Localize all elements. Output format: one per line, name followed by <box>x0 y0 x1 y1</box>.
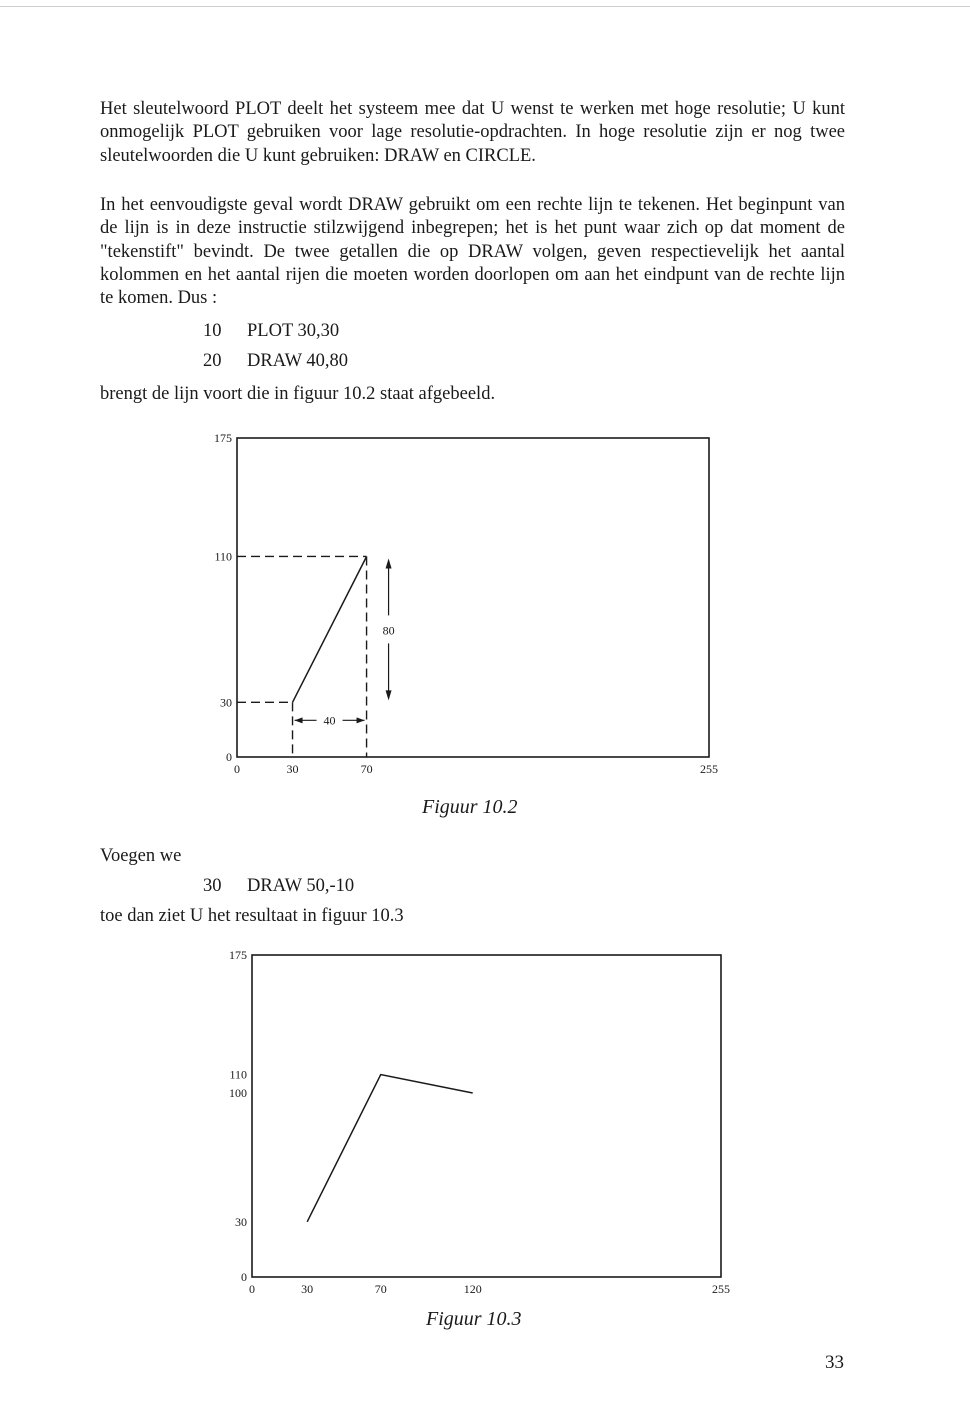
arrowhead-left-icon <box>295 717 303 723</box>
series-line <box>293 556 367 702</box>
text-after-code-2: toe dan ziet U het resultaat in figuur 10.3 <box>100 906 404 926</box>
y-tick-label: 100 <box>229 1086 247 1100</box>
y-tick-label: 110 <box>214 549 232 564</box>
x-tick-label: 0 <box>234 762 240 776</box>
page-number: 33 <box>825 1352 844 1373</box>
code-line-number: 20 <box>203 351 222 371</box>
y-tick-label: 175 <box>214 431 232 445</box>
arrowhead-up-icon <box>386 558 392 568</box>
text-after-code: brengt de lijn voort die in figuur 10.2 staat afgebeeld. <box>100 384 496 404</box>
y-tick-label: 175 <box>229 948 247 962</box>
dimension-label-40: 40 <box>323 713 336 728</box>
y-tick-label: 0 <box>241 1270 247 1284</box>
y-tick-label: 110 <box>229 1067 247 1082</box>
y-tick-label: 30 <box>220 695 232 710</box>
x-tick-label: 70 <box>374 1282 387 1296</box>
x-tick-label: 0 <box>249 1282 255 1296</box>
x-tick-label: 255 <box>712 1282 730 1296</box>
figure-10-3-caption: Figuur 10.3 <box>426 1308 522 1330</box>
top-rule <box>0 6 970 7</box>
code-statement: DRAW 40,80 <box>247 351 348 371</box>
y-tick-label: 0 <box>226 750 232 764</box>
figure-10-2-caption: Figuur 10.2 <box>422 796 518 818</box>
code-statement: PLOT 30,30 <box>247 321 340 341</box>
x-tick-label: 30 <box>301 1282 314 1296</box>
code-line-30 <box>203 875 354 898</box>
dimension-label-80: 80 <box>382 623 395 638</box>
code-line-number: 10 <box>203 321 222 341</box>
code-statement: DRAW 50,-10 <box>247 876 355 896</box>
plot-frame <box>237 438 709 757</box>
arrowhead-down-icon <box>386 690 392 700</box>
plot-frame <box>252 955 721 1277</box>
paragraph-intro: Het sleutelwoord PLOT deelt het systeem mee dat U wenst te werken met hoge resolutie; U kunt onmogelijk PLOT gebruiken voor lage resolutie-opdrachten. In hoge resolutie zijn er nog twee sleutelwoorden die U kunt gebruiken: DRAW en CIRCLE. <box>100 99 845 166</box>
code-line-number: 30 <box>203 876 222 896</box>
series-line <box>307 1075 473 1222</box>
arrowhead-right-icon <box>357 717 365 723</box>
text-voegen-we: Voegen we <box>100 846 182 866</box>
x-tick-label: 70 <box>360 762 373 776</box>
x-tick-label: 120 <box>463 1282 482 1296</box>
figure-10-3-chart <box>0 930 970 1310</box>
code-line-20 <box>203 350 348 373</box>
y-tick-label: 30 <box>235 1214 247 1229</box>
paragraph-draw-explanation: In het eenvoudigste geval wordt DRAW gebruikt om een rechte lijn te tekenen. Het beginpunt van de lijn is in deze instructie stilzwijgend inbegrepen; het is het punt waar zich op dat moment de "tekenstift" bevindt. De twee getallen die op DRAW volgen, geven respectievelijk het aantal kolommen en het aantal rijen die moeten worden doorlopen om aan het eindpunt van de rechte lijn te komen. Dus : <box>100 195 845 309</box>
code-line-10 <box>203 320 339 343</box>
x-tick-label: 30 <box>286 762 299 776</box>
figure-10-2-chart <box>0 410 970 830</box>
x-tick-label: 255 <box>700 762 718 776</box>
